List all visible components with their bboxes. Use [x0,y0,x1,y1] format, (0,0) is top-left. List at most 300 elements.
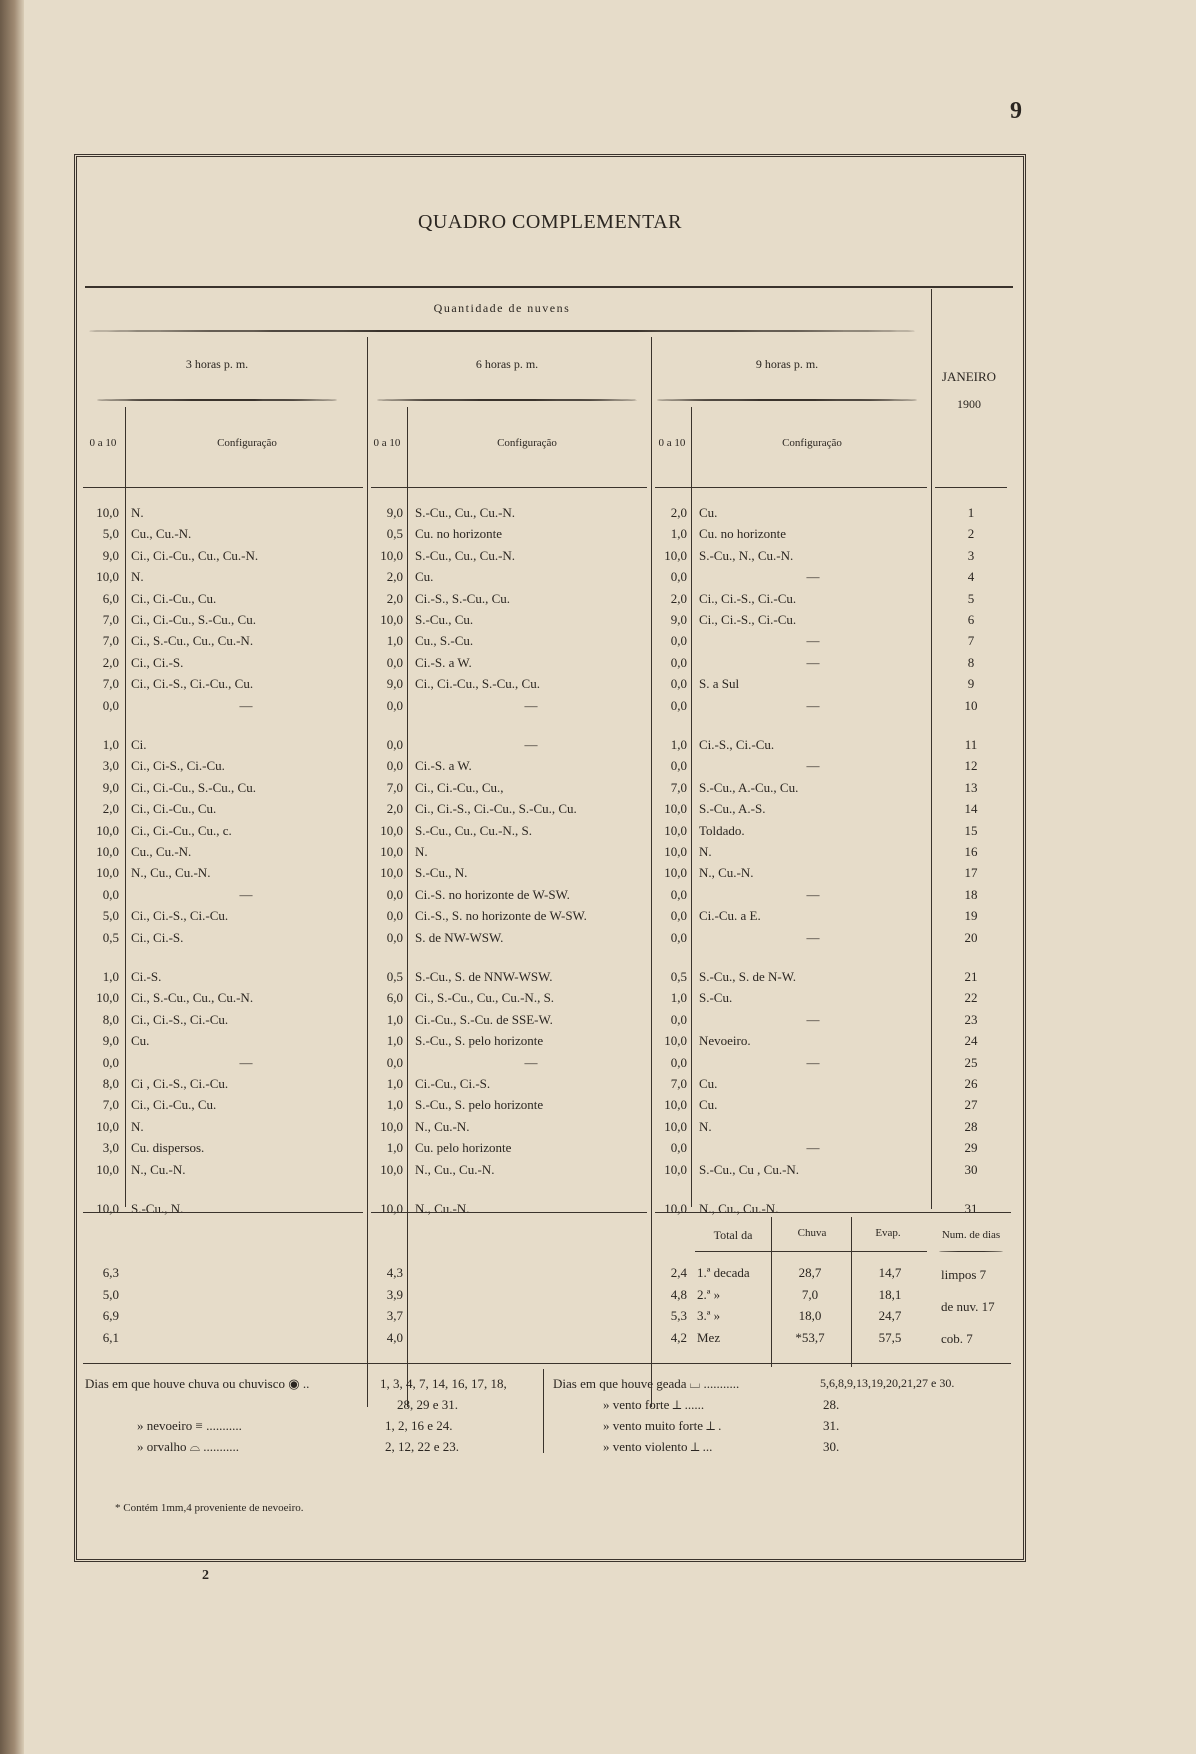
rain-total: 7,0 [801,1286,819,1302]
cloud-9pm-amount: 10,0 [664,1201,687,1216]
cloud-3pm-config: Ci., Ci.-Cu., Cu. [131,1097,217,1113]
cloud-3pm-config: N. [131,505,144,520]
cloud-9pm-config: Toldado. [699,822,745,838]
cloud-6pm-config: Ci.-S. a W. [415,654,472,670]
cloud-3pm-amount: 8,0 [102,1076,119,1091]
days-clear: limpos 7 [941,1267,987,1282]
cloud-3pm-amount: 2,0 [102,654,119,670]
footer-rain-days: 1, 3, 4, 7, 14, 16, 17, 18, [380,1376,507,1391]
cloud-6pm-amount: 1,0 [386,1097,403,1113]
cloud-9pm-amount: 10,0 [664,547,687,563]
cloud-3pm-amount: 7,0 [102,676,119,692]
cloud-3pm-amount: 5,0 [102,526,119,542]
cloud-3pm-config: Ci., Ci.-S., Ci.-Cu. [131,908,229,924]
cloud-6pm-amount: 9,0 [386,676,403,692]
cloud-6pm-config: Ci., Ci.-S., Ci.-Cu., S.-Cu., Cu. [415,801,577,817]
vline-sum-b [851,1217,852,1367]
cloud-9pm-config: S.-Cu., N., Cu.-N. [699,547,794,563]
cloud-6pm-config: Cu. [415,569,434,585]
cloud-9pm-config: S.-Cu., A.-Cu., Cu. [699,779,799,795]
day-number: 25 [964,1054,978,1070]
mean-6pm: 3,7 [386,1308,403,1323]
day-number: 30 [964,1161,978,1177]
mean-9pm: 5,3 [670,1308,687,1323]
day-number: 12 [964,758,978,774]
col-config-6: Configuração [497,437,557,449]
cloud-9pm-config: Ci.-S., Ci.-Cu. [699,737,775,752]
cloud-3pm-config: Ci., Ci.-Cu., Cu., c. [131,822,232,838]
day-number: 24 [964,1033,978,1049]
cloud-9pm-config: — [806,1054,820,1070]
cloud-6pm-config: S.-Cu., Cu., Cu.-N. [415,505,516,520]
day-number: 13 [964,779,978,795]
cloud-6pm-config: S.-Cu., Cu., Cu.-N. [415,547,516,563]
cloud-9pm-amount: 1,0 [670,526,687,542]
cloud-9pm-config: — [806,654,820,670]
cloud-9pm-amount: 10,0 [664,844,687,859]
day-number: 9 [967,676,975,692]
cloud-9pm-config: N. [699,844,712,859]
cloud-9pm-amount: 10,0 [664,865,687,881]
cloud-6pm-config: Ci.-S., S. no horizonte de W-SW. [415,908,587,924]
cloud-9pm-amount: 0,0 [670,697,687,713]
cloud-9pm-config: N., Cu.-N. [699,865,754,881]
cloud-9pm-amount: 10,0 [664,1161,687,1177]
cloud-6pm-config: Ci.-S. no horizonte de W-SW. [415,886,570,902]
summary-period: Mez [697,1329,721,1345]
cloud-9pm-config: Ci., Ci.-S., Ci.-Cu. [699,612,797,627]
cloud-6pm-config: — [524,697,538,713]
cloud-3pm-config: — [239,886,253,902]
cloud-6pm-config: S. de NW-WSW. [415,929,504,945]
cloud-6pm-amount: 1,0 [386,1140,403,1156]
footer-wind2-label: » vento muito forte ⟂ . [603,1418,722,1433]
cloud-6pm-amount: 0,0 [386,929,403,945]
rule-head-9 [655,487,927,488]
col-amount-3: 0 a 10 [89,437,117,449]
cloud-6pm-config: — [524,737,538,752]
cloud-3pm-amount: 5,0 [102,908,119,924]
footer-dew-days: 2, 12, 22 e 23. [385,1439,460,1454]
cloud-6pm-config: Ci., Ci.-Cu., S.-Cu., Cu. [415,676,540,692]
cloud-9pm-config: — [806,886,820,902]
year-label: 1900 [957,397,981,411]
cloud-6pm-config: Ci.-S. a W. [415,758,472,774]
cloud-3pm-amount: 0,5 [102,929,119,945]
cloud-6pm-config: N., Cu.-N. [415,1201,470,1216]
cloud-3pm-amount: 7,0 [102,1097,119,1113]
cloud-9pm-amount: 10,0 [664,1118,687,1134]
cloud-6pm-amount: 0,0 [386,908,403,924]
cloud-9pm-config: — [806,1011,820,1027]
mean-3pm: 6,9 [102,1308,119,1323]
cloud-3pm-config: Cu. dispersos. [131,1140,205,1156]
day-number: 28 [964,1118,978,1134]
cloud-9pm-amount: 10,0 [664,822,687,838]
page-number: 9 [1010,98,1022,124]
cloud-3pm-config: N. [131,1118,144,1134]
mean-9pm: 4,2 [670,1329,687,1345]
cloud-9pm-amount: 10,0 [664,801,687,817]
book-spine [0,0,24,1754]
cloud-9pm-amount: 0,0 [670,569,687,585]
cloud-3pm-amount: 10,0 [96,569,119,585]
cloud-6pm-amount: 0,0 [386,886,403,902]
cloud-9pm-config: — [806,1140,820,1156]
cloud-6pm-amount: 10,0 [380,865,403,881]
cloud-3pm-amount: 10,0 [96,1118,119,1134]
cloud-3pm-amount: 0,0 [102,886,119,902]
cloud-9pm-amount: 2,0 [670,505,687,520]
cloud-6pm-amount: 1,0 [386,1033,403,1049]
mean-6pm: 4,0 [386,1329,403,1345]
day-number: 5 [967,590,975,606]
cloud-9pm-config: S.-Cu. [699,990,733,1006]
cloud-9pm-amount: 10,0 [664,1033,687,1049]
day-number: 31 [964,1201,978,1216]
swoosh-days [939,1251,1003,1252]
cloud-6pm-config: N. [415,844,428,859]
cloud-3pm-config: Ci.-S. [131,969,162,984]
cloud-3pm-config: Ci., Ci.-S. [131,929,184,945]
day-number: 26 [964,1076,978,1091]
mean-9pm: 4,8 [670,1286,687,1302]
cloud-3pm-config: Ci., Ci.-Cu., S.-Cu., Cu. [131,612,256,627]
cloud-3pm-amount: 10,0 [96,822,119,838]
day-number: 22 [964,990,978,1006]
cloud-9pm-amount: 9,0 [670,612,687,627]
day-number: 27 [964,1097,978,1113]
cloud-3pm-config: N., Cu.-N. [131,1161,186,1177]
cloud-6pm-amount: 1,0 [386,1076,403,1091]
period-6pm: 6 horas p. m. [475,357,539,371]
vline-5 [691,407,692,1207]
cloud-9pm-amount: 0,0 [670,633,687,649]
day-number: 17 [964,865,978,881]
cloud-9pm-amount: 0,0 [670,1140,687,1156]
footer-wind3-label: » vento violento ⟂ ... [603,1439,713,1454]
cloud-6pm-amount: 0,0 [386,1054,403,1070]
cloud-6pm-amount: 1,0 [386,1011,403,1027]
cloud-3pm-config: Ci. [131,737,147,752]
summary-evap-header: Evap. [875,1227,901,1239]
summary-period: 2.ª » [697,1286,721,1302]
day-number: 7 [967,633,975,649]
cloud-9pm-amount: 7,0 [670,1076,687,1091]
evap-total: 24,7 [878,1308,902,1323]
cloud-3pm-config: Cu., Cu.-N. [131,526,192,542]
cloud-6pm-amount: 0,5 [386,969,403,984]
day-number: 21 [964,969,978,984]
cloud-9pm-config: — [806,929,820,945]
day-number: 2 [967,526,975,542]
day-number: 10 [964,697,978,713]
cloud-6pm-config: Ci., S.-Cu., Cu., Cu.-N., S. [415,990,555,1006]
cloud-3pm-config: Ci., Ci-S., Ci.-Cu. [131,758,225,774]
cloud-9pm-amount: 0,0 [670,908,687,924]
evap-total: 57,5 [878,1329,902,1345]
rule-sum-3 [83,1212,363,1213]
mean-3pm: 5,0 [102,1286,119,1302]
day-number: 1 [967,505,975,520]
col-config-9: Configuração [782,437,842,449]
cloud-6pm-amount: 0,5 [386,526,403,542]
cloud-9pm-config: Nevoeiro. [699,1033,751,1049]
cloud-3pm-amount: 7,0 [102,612,119,627]
days-overcast: cob. 7 [941,1331,973,1346]
footer-fog-label: » nevoeiro ≡ ........... [137,1418,242,1433]
cloud-9pm-amount: 0,0 [670,676,687,692]
rule-head-3 [83,487,363,488]
cloud-3pm-config: Ci., Ci.-S., Ci.-Cu., Cu. [131,676,254,692]
footer-dew-label: » orvalho ⌓ ........... [137,1439,239,1454]
cloud-3pm-config: Ci., S.-Cu., Cu., Cu.-N. [131,633,254,649]
day-number: 29 [964,1140,978,1156]
cloud-3pm-config: Ci., Ci.-S., Ci.-Cu. [131,1011,229,1027]
cloud-9pm-config: S.-Cu., A.-S. [699,801,766,817]
rule-sum-hdr [695,1251,927,1252]
footer-frost-label: Dias em que houve geada ⌴ ........... [553,1376,740,1391]
page-title: QUADRO COMPLEMENTAR [417,211,683,233]
evap-total: 18,1 [878,1286,902,1302]
days-partly: de nuv. 17 [941,1299,995,1314]
cloud-9pm-config: Ci.-Cu. a E. [699,908,761,924]
cloud-9pm-amount: 0,0 [670,886,687,902]
cloud-6pm-config: N., Cu.-N. [415,1118,470,1134]
vline-3 [407,407,408,1407]
vline-6 [931,289,932,1209]
cloud-3pm-config: Cu., Cu.-N. [131,844,192,859]
cloud-9pm-config: S.-Cu., Cu , Cu.-N. [699,1161,800,1177]
rule-head-day [935,487,1007,488]
footer-rain-label: Dias em que houve chuva ou chuvisco ◉ .. [85,1376,310,1391]
cloud-9pm-amount: 1,0 [670,737,687,752]
cloud-6pm-config: S.-Cu., Cu., Cu.-N., S. [415,822,533,838]
cloud-3pm-config: Ci., Ci.-Cu., S.-Cu., Cu. [131,779,256,795]
rule-footer [83,1363,1011,1364]
rain-total: *53,7 [795,1329,825,1345]
cloud-3pm-config: Ci., Ci.-Cu., Cu. [131,590,217,606]
mean-9pm: 2,4 [670,1265,687,1280]
cloud-3pm-amount: 6,0 [102,590,119,606]
cloud-9pm-config: S.-Cu., S. de N-W. [699,969,797,984]
mean-6pm: 3,9 [386,1286,403,1302]
cloud-3pm-amount: 9,0 [102,1033,119,1049]
cloud-6pm-config: N., Cu., Cu.-N. [415,1161,495,1177]
cloud-3pm-config: Ci., Ci.-S. [131,654,184,670]
cloud-6pm-amount: 1,0 [386,633,403,649]
mean-3pm: 6,3 [102,1265,119,1280]
cloud-6pm-config: — [524,1054,538,1070]
period-3pm: 3 horas p. m. [185,357,249,371]
cloud-3pm-amount: 8,0 [102,1011,119,1027]
summary-days-header: Num. de dias [941,1229,1001,1241]
table-frame [74,154,1026,1562]
cloud-6pm-amount: 10,0 [380,1118,403,1134]
footer-wind2-days: 31. [823,1418,840,1433]
group-swoosh [89,330,915,332]
cloud-9pm-config: — [806,633,820,649]
day-number: 11 [964,737,978,752]
cloud-9pm-config: — [806,758,820,774]
cloud-3pm-amount: 10,0 [96,1201,119,1216]
cloud-9pm-amount: 0,5 [670,969,687,984]
summary-period: 1.ª decada [697,1265,750,1280]
cloud-3pm-config: N., Cu., Cu.-N. [131,865,211,881]
mean-6pm: 4,3 [386,1265,403,1280]
day-number: 14 [964,801,978,817]
cloud-6pm-config: S.-Cu., Cu. [415,612,474,627]
vline-1 [125,407,126,1207]
day-number: 6 [967,612,975,627]
summary-total-header: Total da [713,1228,753,1242]
signature-number: 2 [202,1568,209,1583]
cloud-9pm-config: S. a Sul [699,676,740,692]
cloud-6pm-config: Cu., S.-Cu. [415,633,474,649]
cloud-9pm-amount: 1,0 [670,990,687,1006]
cloud-9pm-amount: 10,0 [664,1097,687,1113]
footer-wind1-label: » vento forte ⟂ ...... [603,1397,705,1412]
cloud-6pm-amount: 10,0 [380,844,403,859]
cloud-3pm-amount: 2,0 [102,801,119,817]
cloud-9pm-config: Ci., Ci.-S., Ci.-Cu. [699,590,797,606]
day-number: 8 [967,654,975,670]
cloud-3pm-amount: 10,0 [96,505,119,520]
summary-chuva-header: Chuva [797,1227,827,1239]
cloud-3pm-amount: 0,0 [102,697,119,713]
cloud-6pm-amount: 0,0 [386,654,403,670]
cloud-9pm-config: Cu. [699,505,718,520]
cloud-3pm-config: Ci., S.-Cu., Cu., Cu.-N. [131,990,254,1006]
cloud-6pm-config: S.-Cu., S. pelo horizonte [415,1097,544,1113]
cloud-3pm-amount: 9,0 [102,547,119,563]
cloud-3pm-config: N. [131,569,144,585]
period-9pm: 9 horas p. m. [755,357,819,371]
cloud-9pm-amount: 0,0 [670,1054,687,1070]
vline-sum-a [771,1217,772,1367]
month-label: JANEIRO [941,369,997,384]
cloud-6pm-config: Ci.-Cu., S.-Cu. de SSE-W. [415,1011,553,1027]
day-number: 19 [964,908,978,924]
day-number: 16 [964,844,978,859]
group-header: Quantidade de nuvens [433,301,571,315]
cloud-6pm-amount: 10,0 [380,1161,403,1177]
summary-period: 3.ª » [697,1308,721,1323]
footer-wind3-days: 30. [823,1439,840,1454]
cloud-3pm-config: Ci., Ci.-Cu., Cu., Cu.-N. [131,547,259,563]
cloud-9pm-config: N., Cu., Cu.-N. [699,1201,779,1216]
rule-title [85,286,1013,288]
rain-total: 28,7 [798,1265,822,1280]
cloud-6pm-amount: 10,0 [380,1201,403,1216]
cloud-6pm-amount: 0,0 [386,697,403,713]
mean-3pm: 6,1 [102,1329,119,1345]
cloud-6pm-config: Ci., Ci.-Cu., Cu., [415,779,504,795]
col-amount-9: 0 a 10 [658,437,686,449]
cloud-6pm-config: Cu. pelo horizonte [415,1140,512,1156]
rule-sum-6 [371,1212,647,1213]
cloud-9pm-amount: 2,0 [670,590,687,606]
cloud-3pm-amount: 10,0 [96,865,119,881]
cloud-3pm-config: S.-Cu., N. [131,1201,184,1216]
cloud-3pm-amount: 1,0 [102,737,119,752]
cloud-3pm-amount: 1,0 [102,969,119,984]
cloud-3pm-amount: 0,0 [102,1054,119,1070]
cloud-3pm-config: — [239,697,253,713]
cloud-9pm-amount: 0,0 [670,929,687,945]
cloud-3pm-amount: 7,0 [102,633,119,649]
cloud-9pm-config: Cu. [699,1076,718,1091]
cloud-6pm-amount: 9,0 [386,505,403,520]
cloud-6pm-amount: 10,0 [380,612,403,627]
cloud-6pm-config: Ci.-Cu., Ci.-S. [415,1076,491,1091]
footer-wind1-days: 28. [823,1397,840,1412]
swoosh-6pm [377,399,637,401]
cloud-6pm-config: S.-Cu., S. de NNW-WSW. [415,969,553,984]
vline-footer [543,1369,544,1453]
cloud-9pm-amount: 7,0 [670,779,687,795]
cloud-9pm-amount: 0,0 [670,654,687,670]
col-amount-6: 0 a 10 [373,437,401,449]
cloud-3pm-amount: 9,0 [102,779,119,795]
day-number: 23 [964,1011,978,1027]
footer-fog-days: 1, 2, 16 e 24. [385,1418,453,1433]
cloud-6pm-config: S.-Cu., S. pelo horizonte [415,1033,544,1049]
cloud-3pm-amount: 3,0 [102,758,119,774]
cloud-9pm-config: Cu. [699,1097,718,1113]
cloud-6pm-config: Ci.-S., S.-Cu., Cu. [415,590,510,606]
cloud-3pm-amount: 10,0 [96,1161,119,1177]
cloud-6pm-amount: 6,0 [386,990,403,1006]
cloud-3pm-amount: 10,0 [96,844,119,859]
cloud-9pm-config: — [806,697,820,713]
cloud-6pm-amount: 0,0 [386,758,403,774]
cloud-6pm-amount: 2,0 [386,590,403,606]
swoosh-3pm [97,399,337,401]
footnote: * Contém 1mm,4 proveniente de nevoeiro. [115,1502,304,1514]
col-config-3: Configuração [217,437,277,449]
swoosh-9pm [657,399,917,401]
rain-total: 18,0 [798,1308,822,1323]
cloud-9pm-amount: 0,0 [670,1011,687,1027]
footer-rain-days-2: 28, 29 e 31. [397,1397,459,1412]
day-number: 15 [964,822,978,838]
cloud-9pm-config: Cu. no horizonte [699,526,787,542]
evap-total: 14,7 [878,1265,902,1280]
cloud-6pm-amount: 2,0 [386,569,403,585]
day-number: 4 [967,569,975,585]
cloud-3pm-amount: 3,0 [102,1140,119,1156]
cloud-6pm-amount: 0,0 [386,737,403,752]
cloud-3pm-config: Ci., Ci.-Cu., Cu. [131,801,217,817]
footer-frost-days: 5,6,8,9,13,19,20,21,27 e 30. [820,1376,955,1390]
day-number: 3 [967,547,975,563]
cloud-6pm-config: S.-Cu., N. [415,865,468,881]
cloud-6pm-amount: 7,0 [386,779,403,795]
cloud-9pm-config: — [806,569,820,585]
cloud-9pm-amount: 0,0 [670,758,687,774]
cloud-3pm-config: — [239,1054,253,1070]
cloud-3pm-config: Cu. [131,1033,150,1049]
cloud-3pm-config: Ci , Ci.-S., Ci.-Cu. [131,1076,229,1091]
cloud-6pm-config: Cu. no horizonte [415,526,503,542]
cloud-9pm-config: N. [699,1118,712,1134]
cloud-3pm-amount: 10,0 [96,990,119,1006]
rule-head-6 [371,487,647,488]
cloud-6pm-amount: 2,0 [386,801,403,817]
cloud-6pm-amount: 10,0 [380,547,403,563]
rule-sum-9 [655,1212,1011,1213]
